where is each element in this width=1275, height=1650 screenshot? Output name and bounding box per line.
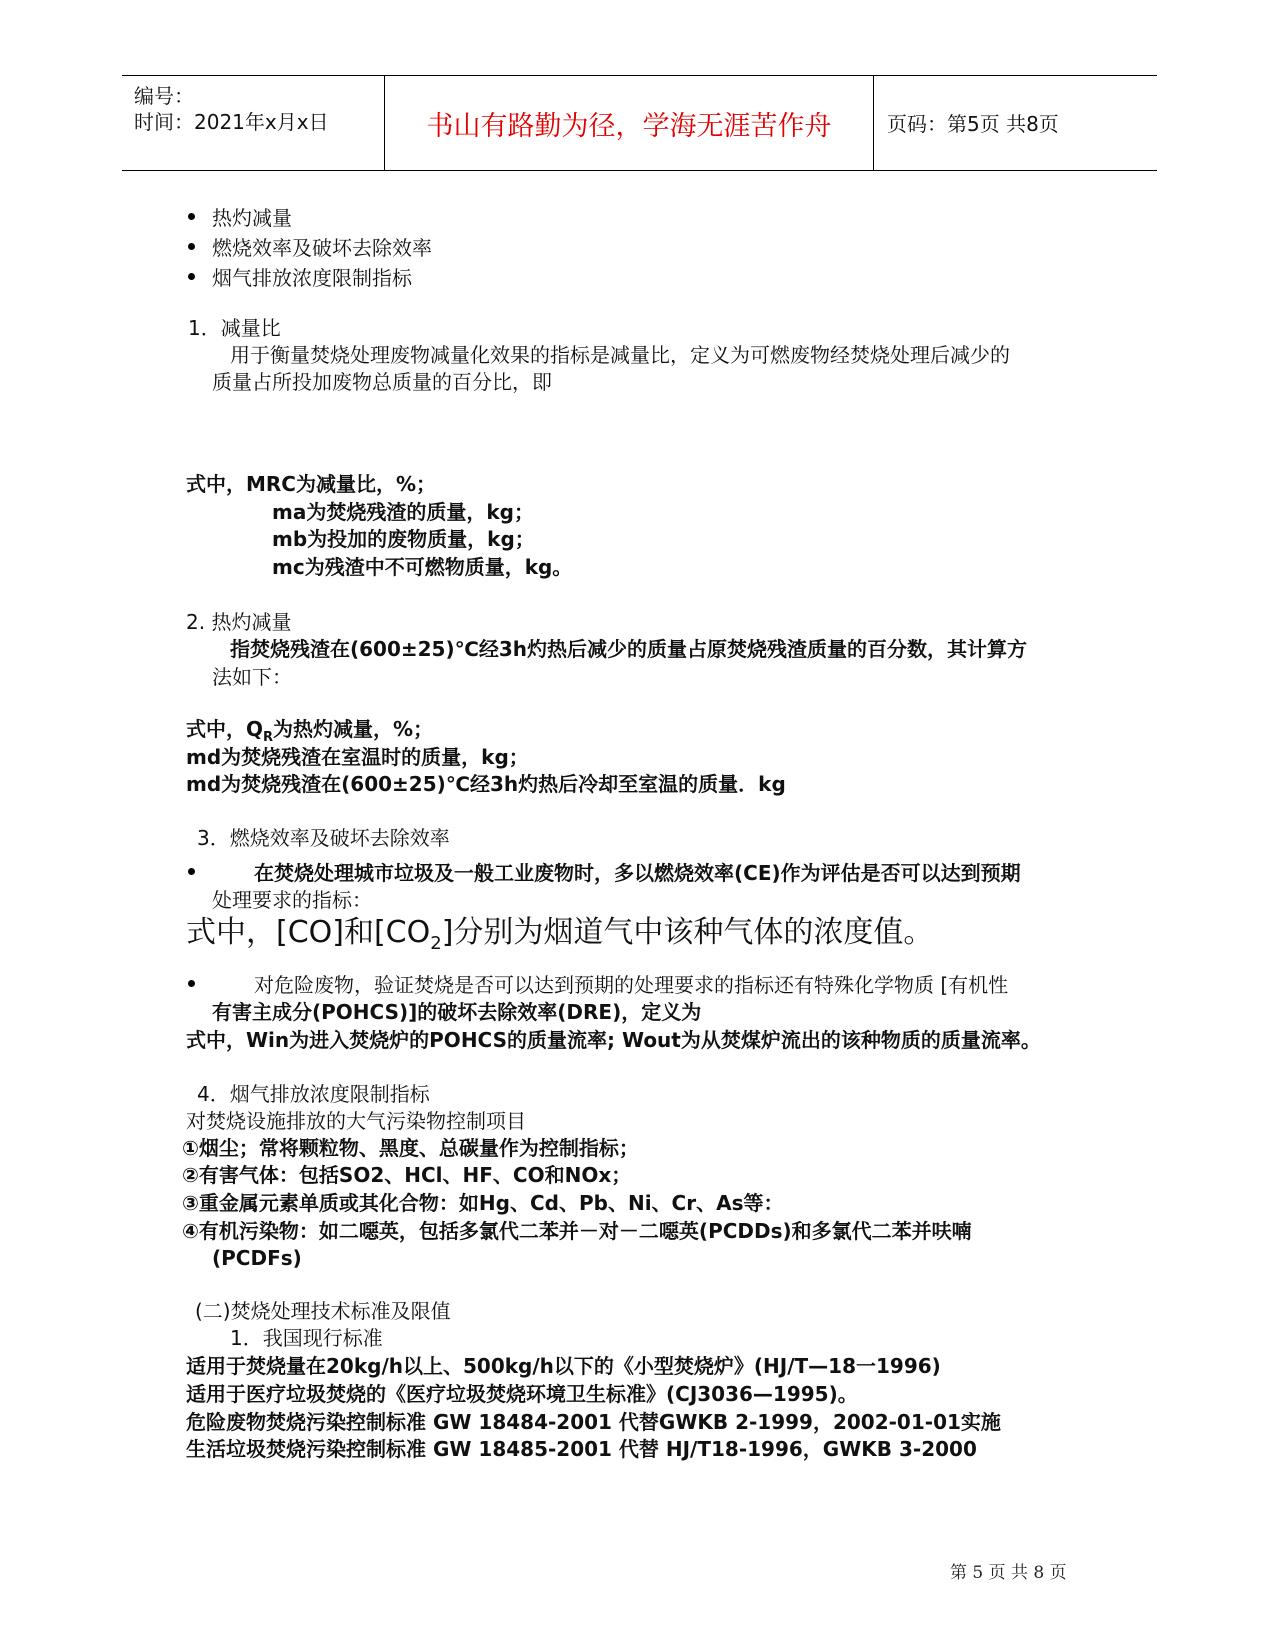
section1-var-c: mc为残渣中不可燃物质量，kg。 [272, 555, 573, 579]
header-page-cell [875, 76, 1157, 170]
section2-md-line2: md为焚烧残渣在(600±25)℃经3h灼热后冷却至室温的质量．kg [186, 772, 786, 796]
section2-paragraph-line1: 指焚烧残渣在(600±25)℃经3h灼热后减少的质量占原焚烧残渣质量的百分数，其计算方 [230, 637, 1027, 661]
section3-bullet1-line1: 在焚烧处理城市垃圾及一般工业废物时，多以燃烧效率(CE)作为评估是否可以达到预期 [254, 861, 1021, 885]
section4-item-1: ①烟尘；常将颗粒物、黑度、总碳量作为控制指标； [182, 1136, 639, 1160]
section3-bullet1-line2: 处理要求的指标： [212, 888, 372, 912]
section4-item-2: ②有害气体：包括SO2、HCl、HF、CO和NOx； [182, 1163, 632, 1187]
bullet-dot [188, 213, 195, 220]
section1-heading: 1．减量比 [188, 316, 281, 340]
header-meta-cell [122, 76, 385, 170]
section4-item-4-cont: (PCDFs) [212, 1246, 302, 1270]
section2-paragraph-line2: 法如下： [212, 665, 292, 689]
bullet-dot [188, 243, 195, 250]
section4-intro: 对焚烧设施排放的大气污染物控制项目 [186, 1109, 526, 1133]
section1-var-b: mb为投加的废物质量，kg； [272, 527, 535, 551]
section1-where-line: 式中，MRC为减量比，%； [186, 472, 437, 496]
list-item: 热灼减量 [212, 206, 292, 230]
section3-where-line: 式中，Win为进入焚烧炉的POHCS的质量流率; Wout为从焚煤炉流出的该种物质的质量流率。 [186, 1028, 1041, 1052]
section3-heading: 3．燃烧效率及破坏去除效率 [197, 826, 450, 850]
document-time-label: 时间：2021年x月x日 [134, 110, 329, 134]
section1-paragraph-line1: 用于衡量焚烧处理废物减量化效果的指标是减量比，定义为可燃废物经焚烧处理后减少的 [230, 343, 1010, 367]
section1-var-a: ma为焚烧残渣的质量，kg； [272, 500, 534, 524]
header-motto: 书山有路勤为径，学海无涯苦作舟 [426, 111, 832, 142]
section2-where-line: 式中，$Q_R$为热灼减量，%； [186, 717, 434, 745]
list-item: 燃烧效率及破坏去除效率 [212, 236, 432, 260]
section5-subheading: 1．我国现行标准 [230, 1326, 383, 1350]
section5-line-1: 适用于焚烧量在20kg/h以上、500kg/h以下的《小型焚烧炉》(HJ/T—18一1996) [186, 1354, 941, 1378]
section4-heading: 4．烟气排放浓度限制指标 [197, 1082, 430, 1106]
section5-line-3: 危险废物焚烧污染控制标准 GW 18484-2001 代替GWKB 2-1999，2002-01-01实施 [186, 1410, 1001, 1434]
list-item: 烟气排放浓度限制指标 [212, 266, 412, 290]
bullet-dot [188, 868, 195, 875]
header-motto-cell [385, 76, 874, 170]
section3-bullet2-line2: 有害主成分(POHCS)]的破坏去除效率(DRE)，定义为 [212, 1000, 702, 1024]
section2-md-line1: md为焚烧残渣在室温时的质量，kg； [186, 745, 529, 769]
section4-item-3: ③重金属元素单质或其化合物：如Hg、Cd、Pb、Ni、Cr、As等： [182, 1191, 784, 1215]
section5-heading: (二)焚烧处理技术标准及限值 [195, 1299, 451, 1323]
page-header [122, 75, 1157, 171]
section1-paragraph-line2: 质量占所投加废物总质量的百分比，即 [212, 370, 552, 394]
section2-heading: 2. 热灼减量 [186, 610, 292, 634]
header-page-label: 页码：第5页 共8页 [887, 112, 1059, 136]
section3-formula-note: 式中，[CO]和$[CO_2]$分别为烟道气中该种气体的浓度值。 [186, 915, 934, 954]
section3-bullet2-line1: 对危险废物，验证焚烧是否可以达到预期的处理要求的指标还有特殊化学物质 [有机性 [254, 973, 1009, 997]
page-footer: 第 5 页 共 8 页 [950, 1563, 1067, 1583]
bullet-dot [188, 273, 195, 280]
bullet-dot [188, 980, 195, 987]
document-number-label: 编号： [134, 84, 194, 108]
section4-item-4: ④有机污染物：如二噁英，包括多氯代二苯并－对－二噁英(PCDDs)和多氯代二苯并呋喃 [182, 1219, 972, 1243]
section5-line-4: 生活垃圾焚烧污染控制标准 GW 18485-2001 代替 HJ/T18-1996，GWKB 3-2000 [186, 1437, 977, 1461]
section5-line-2: 适用于医疗垃圾焚烧的《医疗垃圾焚烧环境卫生标准》(CJ3036—1995)。 [186, 1382, 858, 1406]
